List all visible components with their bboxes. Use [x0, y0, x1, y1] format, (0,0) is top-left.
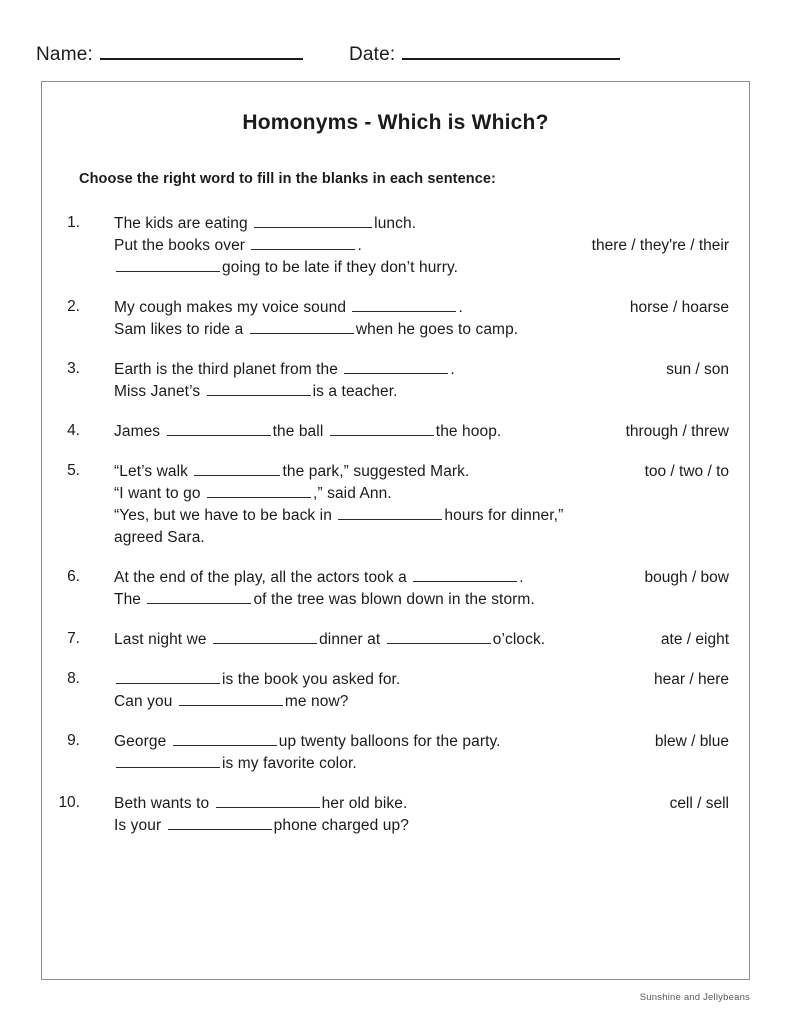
question-sentences — [86, 629, 555, 651]
answer-blank[interactable] — [116, 258, 220, 272]
question-number: 3. — [67, 360, 80, 377]
worksheet-container — [41, 81, 750, 980]
question-number: 1. — [67, 214, 80, 231]
question-item — [42, 567, 731, 611]
word-choices: there / they're / their — [591, 237, 729, 254]
question-item — [42, 213, 731, 279]
word-choices: too / two / to — [644, 463, 729, 480]
question-number: 6. — [67, 568, 80, 585]
sentence-text: the hoop. — [435, 423, 502, 440]
answer-blank[interactable] — [216, 794, 320, 808]
sentence-line — [114, 461, 555, 483]
answer-blank[interactable] — [413, 568, 517, 582]
instruction-text: Choose the right word to fill in the blanks in each sentence: — [79, 171, 496, 187]
sentence-text: “Let’s walk — [114, 463, 189, 480]
question-number: 8. — [67, 670, 80, 687]
question-sentences — [86, 731, 555, 775]
date-label: Date: — [348, 44, 396, 65]
sentence-text: Miss Janet’s — [114, 383, 201, 400]
sentence-text: Is your — [114, 817, 162, 834]
sentence-text: Last night we — [114, 631, 207, 648]
answer-blank[interactable] — [207, 382, 311, 396]
credit-footer: Sunshine and Jellybeans — [639, 992, 750, 1003]
question-sentences — [86, 421, 555, 443]
sentence-text: of the tree was blown down in the storm. — [253, 591, 535, 608]
sentence-text: . — [519, 569, 524, 586]
sentence-line — [114, 257, 555, 279]
sentence-text: phone charged up? — [273, 817, 409, 834]
answer-blank[interactable] — [250, 320, 354, 334]
sentence-text: At the end of the play, all the actors took a — [114, 569, 407, 586]
sentence-line — [114, 213, 555, 235]
question-item — [42, 421, 731, 443]
sentence-text: Beth wants to — [114, 795, 210, 812]
word-choices: blew / blue — [654, 733, 729, 750]
question-sentences — [86, 461, 564, 549]
sentence-text: ,” said Ann. — [313, 485, 392, 502]
name-write-line[interactable] — [100, 43, 303, 60]
sentence-line — [114, 753, 555, 775]
sentence-text: . — [458, 299, 463, 316]
sentence-line — [114, 629, 555, 651]
answer-blank[interactable] — [387, 630, 491, 644]
answer-blank[interactable] — [147, 590, 251, 604]
sentence-text: Earth is the third planet from the — [114, 361, 338, 378]
sentence-text: The kids are eating — [114, 215, 248, 232]
sentence-text: when he goes to camp. — [355, 321, 519, 338]
question-sentences — [86, 793, 555, 837]
question-number: 2. — [67, 298, 80, 315]
sentence-text: My cough makes my voice sound — [114, 299, 347, 316]
question-item — [42, 793, 731, 837]
sentence-line — [114, 359, 555, 381]
answer-blank[interactable] — [179, 692, 283, 706]
sentence-line — [114, 297, 555, 319]
question-item — [42, 731, 731, 775]
answer-blank[interactable] — [251, 236, 355, 250]
name-label: Name: — [36, 44, 93, 65]
sentence-text: “I want to go — [114, 485, 201, 502]
word-choices: hear / here — [654, 671, 729, 688]
question-sentences — [86, 213, 555, 279]
question-sentences — [86, 669, 555, 713]
sentence-text: Can you — [114, 693, 173, 710]
question-item — [42, 629, 731, 651]
answer-blank[interactable] — [116, 670, 220, 684]
sentence-line — [114, 483, 555, 505]
question-sentences — [86, 359, 555, 403]
sentence-text: is the book you asked for. — [222, 671, 401, 688]
sentence-text: going to be late if they don’t hurry. — [222, 259, 459, 276]
word-choices: ate / eight — [660, 631, 729, 648]
question-number: 4. — [67, 422, 80, 439]
sentence-text: the ball — [272, 423, 324, 440]
question-item — [42, 297, 731, 341]
question-item — [42, 359, 731, 403]
sentence-line — [114, 815, 555, 837]
word-choices: sun / son — [666, 361, 729, 378]
sentence-line — [114, 669, 555, 691]
answer-blank[interactable] — [352, 298, 456, 312]
sentence-text: “Yes, but we have to be back in — [114, 507, 332, 524]
sentence-line — [114, 793, 555, 815]
sentence-text: dinner at — [319, 631, 381, 648]
answer-blank[interactable] — [167, 422, 271, 436]
sentence-text: o’clock. — [492, 631, 546, 648]
question-item — [42, 461, 731, 549]
sentence-text: Put the books over — [114, 237, 246, 254]
word-choices: horse / hoarse — [629, 299, 729, 316]
sentence-text: her old bike. — [321, 795, 408, 812]
sentence-text: the park,” suggested Mark. — [282, 463, 470, 480]
sentence-line — [114, 691, 555, 713]
sentence-text: The — [114, 591, 142, 608]
answer-blank[interactable] — [173, 732, 277, 746]
sentence-line — [114, 421, 555, 443]
question-number: 9. — [67, 732, 80, 749]
sentence-text: . — [357, 237, 362, 254]
answer-blank[interactable] — [330, 422, 434, 436]
answer-blank[interactable] — [338, 506, 442, 520]
sentence-text: hours for dinner,” — [444, 507, 564, 524]
question-sentences — [86, 297, 555, 341]
answer-blank[interactable] — [168, 816, 272, 830]
answer-blank[interactable] — [207, 484, 311, 498]
sentence-line — [114, 567, 555, 589]
word-choices: bough / bow — [644, 569, 729, 586]
sentence-line — [114, 381, 555, 403]
question-number: 7. — [67, 630, 80, 647]
sentence-line — [114, 527, 555, 549]
sentence-line — [114, 235, 555, 257]
sentence-text: George — [114, 733, 167, 750]
sentence-text: lunch. — [374, 215, 417, 232]
answer-blank[interactable] — [344, 360, 448, 374]
sentence-text: is my favorite color. — [222, 755, 357, 772]
name-field[interactable] — [36, 43, 303, 66]
answer-blank[interactable] — [194, 462, 280, 476]
sentence-line — [114, 589, 555, 611]
answer-blank[interactable] — [116, 754, 220, 768]
word-choices: through / threw — [625, 423, 729, 440]
page-title: Homonyms - Which is Which? — [242, 111, 549, 134]
sentence-text: agreed Sara. — [114, 529, 205, 546]
question-sentences — [86, 567, 555, 611]
sentence-text: is a teacher. — [312, 383, 398, 400]
sentence-text: Sam likes to ride a — [114, 321, 244, 338]
question-list — [42, 213, 749, 837]
answer-blank[interactable] — [254, 214, 372, 228]
sentence-text: . — [450, 361, 455, 378]
sentence-line — [114, 731, 555, 753]
date-write-line[interactable] — [402, 43, 620, 60]
student-info-header — [36, 36, 755, 66]
question-number: 5. — [67, 462, 80, 479]
sentence-text: James — [114, 423, 161, 440]
word-choices: cell / sell — [669, 795, 729, 812]
sentence-line — [114, 319, 555, 341]
question-item — [42, 669, 731, 713]
date-field[interactable] — [349, 43, 620, 66]
answer-blank[interactable] — [213, 630, 317, 644]
sentence-text: up twenty balloons for the party. — [278, 733, 501, 750]
question-number: 10. — [58, 794, 80, 811]
sentence-line — [114, 505, 564, 527]
sentence-text: me now? — [284, 693, 349, 710]
